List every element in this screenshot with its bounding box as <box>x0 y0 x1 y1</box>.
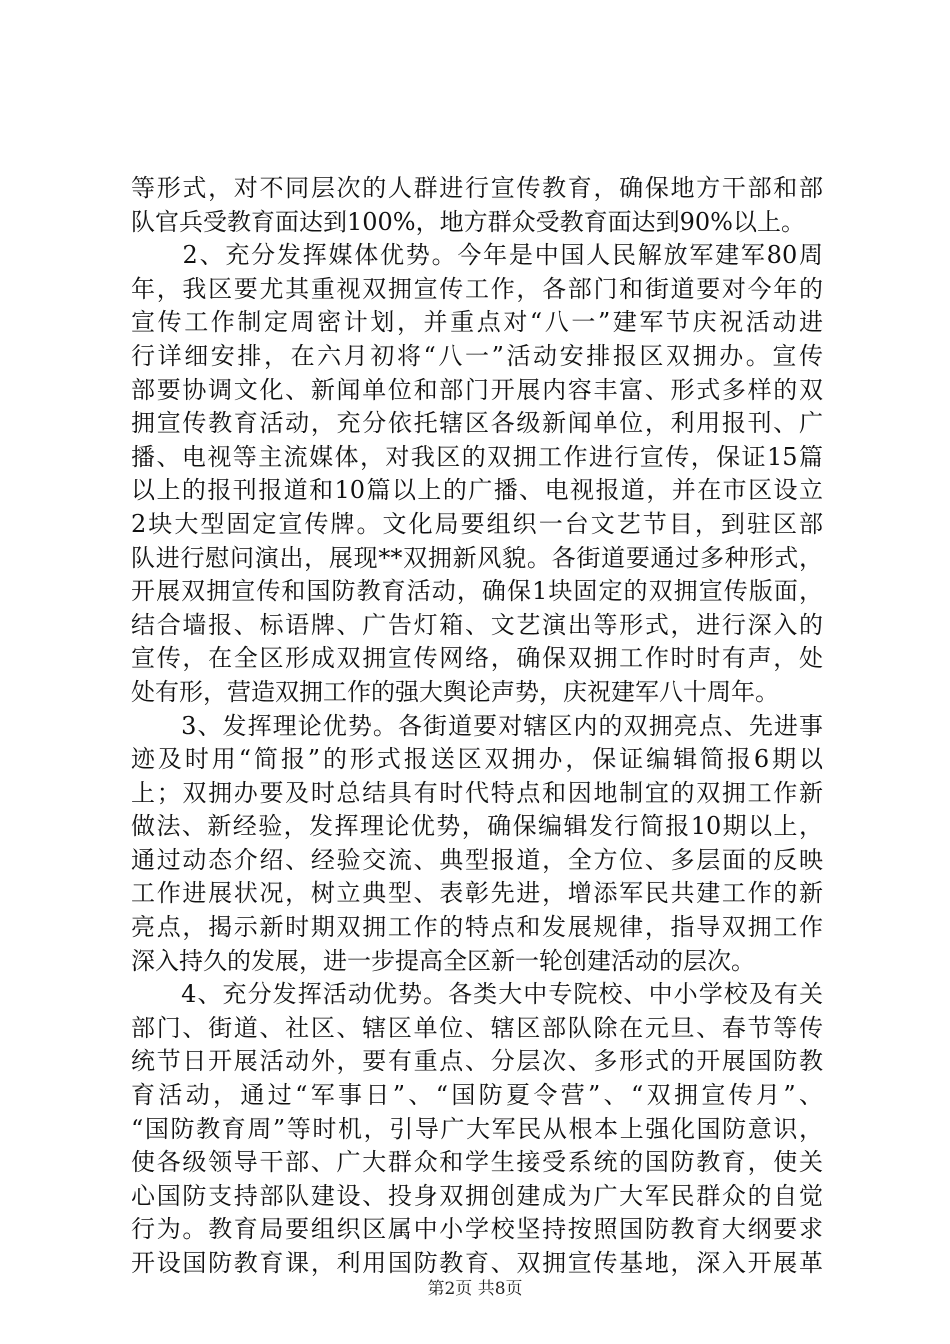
text-line: 宣传工作制定周密计划，并重点对“八一”建军节庆祝活动进 <box>131 308 823 337</box>
text-line: 等形式，对不同层次的人群进行宣传教育，确保地方干部和部 <box>131 174 823 202</box>
text-line: 开设国防教育课，利用国防教育、双拥宣传基地，深入开展革 <box>131 1249 823 1277</box>
text-line: 部门、街道、社区、辖区单位、辖区部队除在元旦、春节等传 <box>131 1013 823 1042</box>
text-line: 2块大型固定宣传牌。文化局要组织一台文艺节目，到驻区部 <box>131 509 823 538</box>
text-line: 年，我区要尤其重视双拥宣传工作，各部门和街道要对今年的 <box>131 274 823 303</box>
text-line: 2、充分发挥媒体优势。今年是中国人民解放军建军80周 <box>131 241 823 270</box>
text-line: 队进行慰问演出，展现**双拥新风貌。各街道要通过多种形式， <box>131 543 823 572</box>
text-line: 3、发挥理论优势。各街道要对辖区内的双拥亮点、先进事 <box>131 711 823 740</box>
text-line: 处有形，营造双拥工作的强大舆论声势，庆祝建军八十周年。 <box>131 677 779 706</box>
text-line: 做法、新经验，发挥理论优势，确保编辑发行简报10期以上， <box>131 812 823 841</box>
text-line: 使各级领导干部、广大群众和学生接受系统的国防教育，使关 <box>131 1148 823 1177</box>
text-line: 结合墙报、标语牌、广告灯箱、文艺演出等形式，进行深入的 <box>131 610 823 639</box>
text-line: “国防教育周”等时机，引导广大军民从根本上强化国防意识， <box>131 1114 823 1143</box>
text-line: 亮点，揭示新时期双拥工作的特点和发展规律，指导双拥工作 <box>131 913 823 942</box>
text-line: 拥宣传教育活动，充分依托辖区各级新闻单位，利用报刊、广 <box>131 409 823 438</box>
text-line: 部要协调文化、新闻单位和部门开展内容丰富、形式多样的双 <box>131 375 823 404</box>
text-line: 工作进展状况，树立典型、表彰先进，增添军民共建工作的新 <box>131 879 823 908</box>
text-line: 宣传，在全区形成双拥宣传网络，确保双拥工作时时有声，处 <box>131 644 823 673</box>
text-line: 心国防支持部队建设、投身双拥创建成为广大军民群众的自觉 <box>131 1181 823 1210</box>
text-line: 播、电视等主流媒体，对我区的双拥工作进行宣传，保证15篇 <box>131 442 823 471</box>
text-line: 育活动，通过“军事日”、“国防夏令营”、“双拥宣传月”、 <box>131 1081 823 1110</box>
text-line: 深入持久的发展，进一步提高全区新一轮创建活动的层次。 <box>131 946 755 975</box>
text-line: 队官兵受教育面达到100%，地方群众受教育面达到90%以上。 <box>131 207 805 236</box>
page-number-footer: 第2页 共8页 <box>427 1279 523 1299</box>
text-line: 行详细安排，在六月初将“八一”活动安排报区双拥办。宣传 <box>131 341 823 370</box>
text-line: 通过动态介绍、经验交流、典型报道，全方位、多层面的反映 <box>131 845 823 874</box>
body-text <box>131 172 823 1281</box>
text-line: 迹及时用“简报”的形式报送区双拥办，保证编辑简报6期以 <box>131 745 823 774</box>
text-line: 开展双拥宣传和国防教育活动，确保1块固定的双拥宣传版面， <box>131 577 823 606</box>
text-line: 上；双拥办要及时总结具有时代特点和因地制宜的双拥工作新 <box>131 778 823 807</box>
text-line: 以上的报刊报道和10篇以上的广播、电视报道，并在市区设立 <box>131 476 823 505</box>
text-line: 统节日开展活动外，要有重点、分层次、多形式的开展国防教 <box>131 1047 823 1076</box>
text-line: 4、充分发挥活动优势。各类大中专院校、中小学校及有关 <box>131 980 823 1009</box>
text-line: 行为。教育局要组织区属中小学校坚持按照国防教育大纲要求 <box>131 1215 823 1244</box>
